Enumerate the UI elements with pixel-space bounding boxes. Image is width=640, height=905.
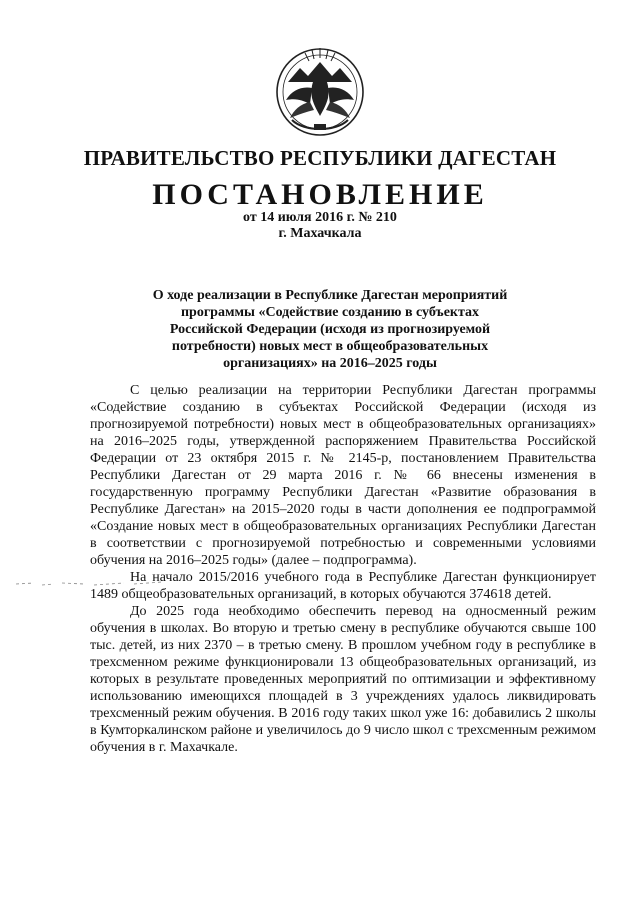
body-paragraph: На начало 2015/2016 учебного года в Республике Дагестан функционирует 1489 общеобразовательных организаций, в которых обучаются 374618 детей. <box>90 570 596 602</box>
document-type: ПОСТАНОВЛЕНИЕ <box>152 178 488 211</box>
title-line: организациях» на 2016–2025 годы <box>223 356 437 371</box>
decree-title <box>140 287 520 372</box>
title-line: программы «Содействие созданию в субъектах <box>180 305 480 320</box>
title-line: Российской Федерации (исходя из прогнозируемой <box>169 322 491 337</box>
body-paragraph: До 2025 года необходимо обеспечить перевод на односменный режим обучения в школах. Во вторую и третью смену в республике обучаются свыше 100 тыс. детей, из них 2370 – в третью смену. В прошлом учебном году в республике в трехсменном режиме функционировали 13 общеобразовательных организаций, из которых в результате проведенных мероприятий по оптимизации и эффективному использованию имеющихся площадей в 3 учреждениях удалось ликвидировать трехсменный режим обучения. В 2016 году таких школ уже 16: добавились 2 школы в Кумторкалинском районе и увеличилось до 9 число школ с трехсменным режимом обучения в г. Махачкале. <box>90 604 596 755</box>
title-line: потребности) новых мест в общеобразовательных <box>171 339 489 354</box>
body-paragraph: С целью реализации на территории Республики Дагестан программы «Содействие созданию в субъектах Российской Федерации (исходя из прогнозируемой потребности) новых мест в общеобразовательных организациях» на 2016–2025 годы, утвержденной распоряжением Правительства Российской Федерации от 23 октября 2015 г. № 2145-р, постановлением Правительства Республики Дагестан от 29 марта 2016 г. № 66 внесены изменения в государственную программу Республики Дагестан «Развитие образования в Республике Дагестан» на 2015–2020 годы в части дополнения ее подпрограммой «Создание новых мест в общеобразовательных организациях Республики Дагестан в соответствии с прогнозируемой потребностью и современными условиями обучения на 2016–2025 годы» (далее – подпрограмма). <box>90 383 596 568</box>
decree-date-number: от 14 июля 2016 г. № 210 <box>243 210 397 225</box>
title-line: О ходе реализации в Республике Дагестан мероприятий <box>152 288 508 303</box>
government-name: ПРАВИТЕЛЬСТВО РЕСПУБЛИКИ ДАГЕСТАН <box>83 146 557 170</box>
coat-of-arms-emblem <box>270 42 370 140</box>
decree-body <box>90 382 596 756</box>
scan-margin-mark <box>14 574 164 594</box>
decree-city: г. Махачкала <box>278 226 362 241</box>
